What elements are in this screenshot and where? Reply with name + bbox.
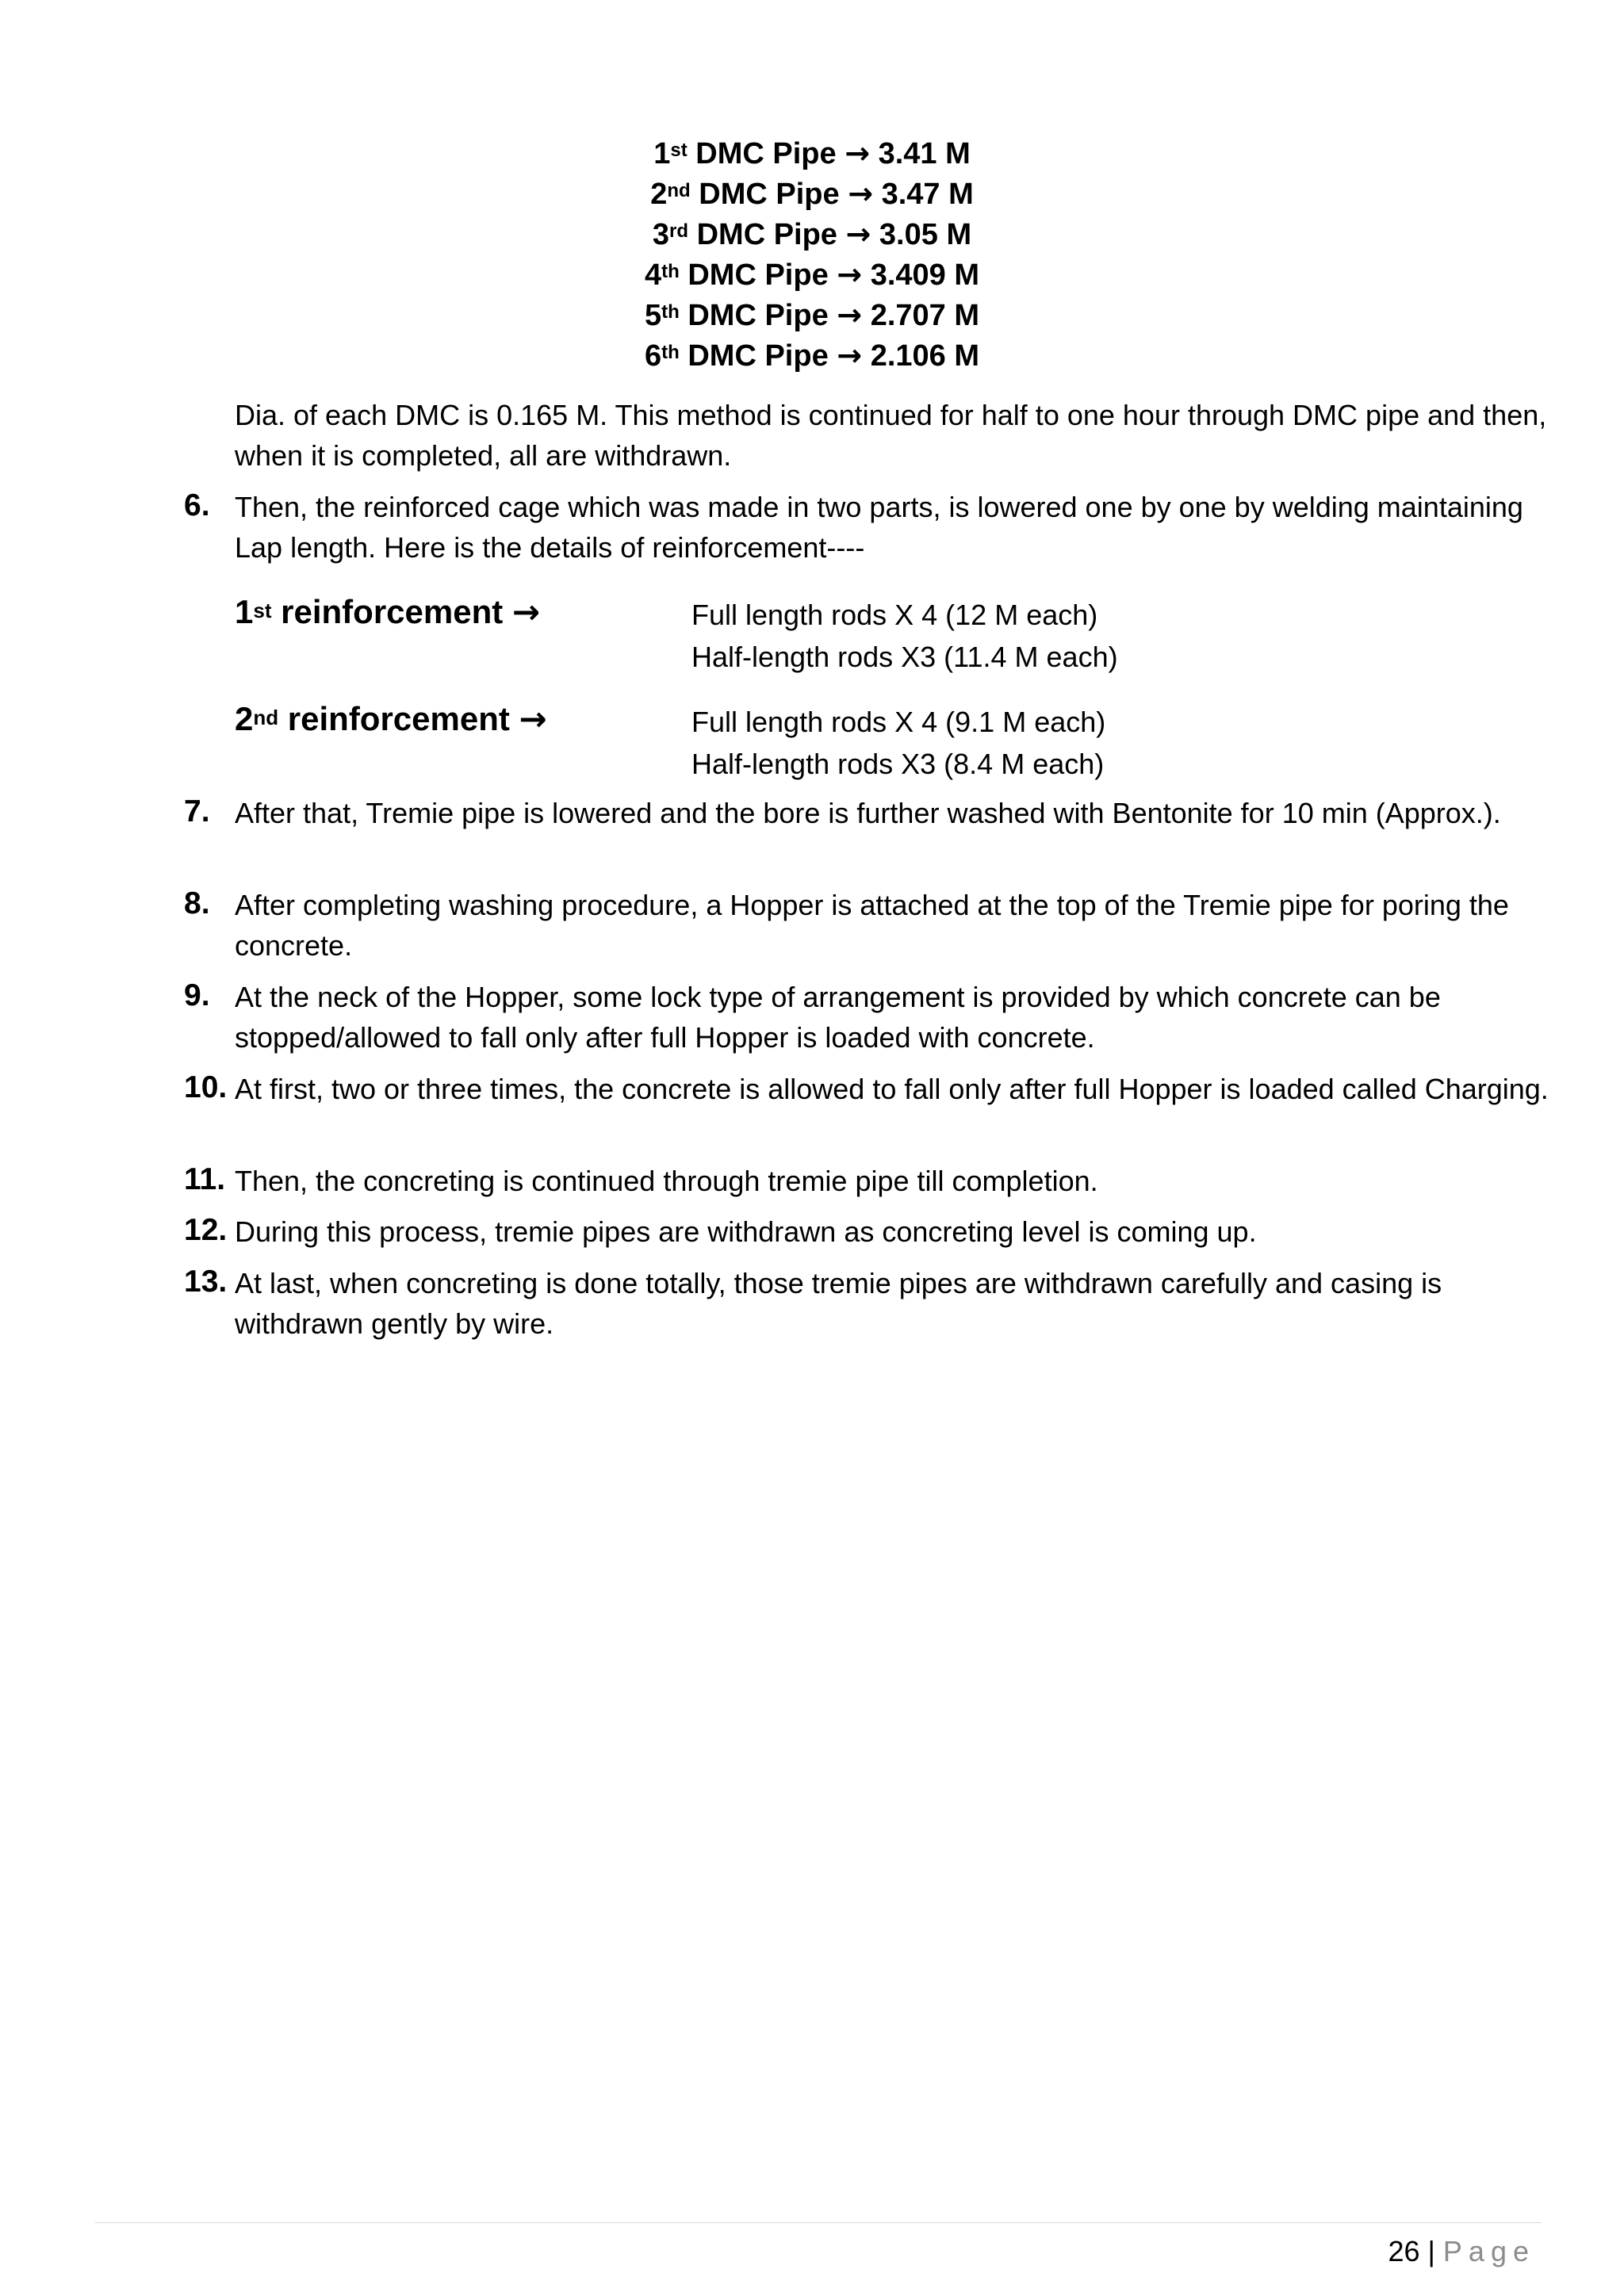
list-item-number: 12. — [184, 1213, 228, 1247]
reinforcement-heading: 2nd reinforcement → — [235, 699, 547, 738]
list-item-text: Then, the concreting is continued through tremie pipe till completion. — [235, 1165, 1098, 1197]
arrow-right-icon: → — [519, 699, 547, 738]
dmc-pipe-line: 4th DMC Pipe → 3.409 M — [645, 257, 979, 292]
list-item — [184, 793, 1551, 833]
list-item-number: 10. — [184, 1070, 228, 1104]
list-item — [184, 977, 1551, 1058]
page-number: 26 — [1388, 2235, 1420, 2267]
page-footer — [1388, 2234, 1535, 2269]
list-item-text: During this process, tremie pipes are withdrawn as concreting level is coming up. — [235, 1215, 1257, 1248]
list-item-text: At the neck of the Hopper, some lock type of arrangement is provided by which concrete can be stopped/allowed to fall only after full Hopper is loaded with concrete. — [235, 981, 1441, 1054]
dmc-pipe-line: 3rd DMC Pipe → 3.05 M — [652, 216, 972, 251]
list-item-text: At last, when concreting is done totally, those tremie pipes are withdrawn carefully and casing is withdrawn gently by wire. — [235, 1267, 1442, 1340]
arrow-right-icon: → — [837, 257, 863, 292]
list-item-text: Then, the reinforced cage which was made in two parts, is lowered one by one by welding maintaining Lap length. Here is the details of reinforcement---- — [235, 491, 1523, 564]
list-item-number: 8. — [184, 886, 210, 920]
dmc-pipe-line: 1st DMC Pipe → 3.41 M — [653, 136, 971, 170]
list-item-number: 13. — [184, 1265, 228, 1299]
list-item — [184, 1161, 1551, 1201]
page-label: Page — [1442, 2235, 1535, 2267]
arrow-right-icon: → — [845, 216, 871, 251]
reinforcement-detail-line: Half-length rods X3 (8.4 M each) — [691, 748, 1105, 780]
list-item-number: 11. — [184, 1162, 226, 1196]
list-item-number: 6. — [184, 488, 210, 522]
footer-separator: | — [1427, 2235, 1435, 2267]
list-item — [184, 1211, 1551, 1252]
list-item-number: 7. — [184, 794, 210, 828]
list-item — [184, 1263, 1551, 1344]
arrow-right-icon: → — [511, 592, 541, 631]
arrow-right-icon: → — [848, 176, 874, 211]
reinforcement-detail-line: Full length rods X 4 (9.1 M each) — [691, 706, 1106, 738]
reinforcement-details — [691, 701, 1105, 785]
arrow-right-icon: → — [837, 297, 863, 332]
list-item-text: After that, Tremie pipe is lowered and the bore is further washed with Bentonite for 10 min (Approx.). — [235, 797, 1501, 829]
reinforcement-detail-line: Full length rods X 4 (12 M each) — [691, 599, 1098, 631]
reinforcement-details — [691, 594, 1118, 678]
dia-paragraph: Dia. of each DMC is 0.165 M. This method is continued for half to one hour through DMC pipe and then, when it is completed, all are withdrawn. — [235, 399, 1547, 472]
list-item-text: At first, two or three times, the concrete is allowed to fall only after full Hopper is loaded called Charging. — [235, 1073, 1549, 1105]
list-item — [184, 885, 1551, 966]
list-item-text: After completing washing procedure, a Hopper is attached at the top of the Tremie pipe for poring the concrete. — [235, 889, 1509, 962]
arrow-right-icon: → — [845, 136, 871, 170]
dmc-pipe-line: 6th DMC Pipe → 2.106 M — [645, 338, 979, 373]
list-item — [184, 1069, 1551, 1109]
arrow-right-icon: → — [837, 338, 863, 373]
dmc-pipe-line: 2nd DMC Pipe → 3.47 M — [650, 176, 974, 211]
dmc-pipe-list — [0, 133, 1624, 376]
reinforcement-heading: 1st reinforcement → — [235, 592, 541, 631]
list-item — [184, 487, 1551, 568]
reinforcement-detail-line: Half-length rods X3 (11.4 M each) — [691, 641, 1118, 673]
list-item-number: 9. — [184, 978, 210, 1012]
footer-divider — [95, 2222, 1542, 2223]
dmc-pipe-line: 5th DMC Pipe → 2.707 M — [645, 297, 979, 332]
